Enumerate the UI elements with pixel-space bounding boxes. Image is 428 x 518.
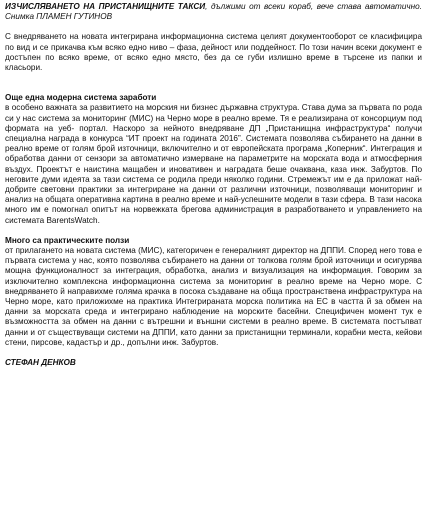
caption-rest: , дължими от всеки кораб, вече става автоматично. Снимка ПЛАМЕН ГУТИНОВ [5,2,422,22]
section-heading-benefits: Много са практическите ползи [5,235,130,245]
section-body-benefits: от прилагането на новата система (МИС), категоричен е генералният директор на ДППИ. Според него това е първата система у нас, която позволява събирането на данни от толкова голям брой източници и осигурява мощна функционалност за интеграция, обработка, анализ и визуализация на информация. Говорим за изключително комплексна информационна система за мониторинг в реално време на Черно море. С внедряването й направихме голяма крачка в посока създаване на обща пространствена инфраструктура на Черно море, като приложихме на практика Интегрираната морска политика на ЕС в частта й за обмен на данни за морската среда и интегрирано наблюдение на морските басейни. Специфичен момент тук е възможността за обмен на данни с вътрешни и външни системи в реално време. В системата постъпват данни и от съществуващи системи на ДППИ, като данни за пристанищни терминали, корабни места, кейови стени, пирсове, кадастър и др., допълни инж. Забуртов. [5,246,422,347]
spacer [5,22,422,32]
spacer [5,226,422,236]
section-body-system: в особено важната за развитието на морския ни бизнес държавна структура. Става дума за първата по рода си у нас система за мониторинг (МИС) на Черно море в реално време. Тя е реализирана от консорциум под формата на уеб- портал. Наскоро за нейното внедряване ДП „Пристанищна инфраструктура“ получи специална награда в конкурса “ИТ проект на годината 2016”. Системата позволява събирането на данни в реално време от голям брой източници, включително и от европейската програма „Коперник“. Интеграция и обработва данни от сензори за автоматично измерване на параметрите на морската вода и атмосферния въздух. Проектът е наистина мащабен и иновативен и наградата беше очаквана, каза инж. Забуртов. По неговите думи идеята за тази система се родила преди няколко години. Стремежът им е да приложат най-добрите световни практики за интегриране на данни от различни източници, позволяващи мониторинг и анализ на общата оперативна картина в реално време и най-успешните модели в тази сфера. В тази насока много им е помогнал опитът на норвежката брегова администрация в разработването и управлението на системата BarentsWatch. [5,103,422,225]
photo-caption [5,2,422,22]
spacer [5,348,422,358]
section-heading-system: Още една модерна система заработи [5,93,157,103]
author-byline: СТЕФАН ДЕНКОВ [5,358,76,368]
intro-paragraph: С внедряването на новата интегрирана информационна система целият документооборот се класифицира по вид и се прикачва към всяко едно ниво – фаза, дейност или поддейност. По този начин всеки документ е достъпен по всяко време, от всяко едно място, без да се губи излишно време в търсене из папки и класьори. [5,32,422,73]
spacer [5,73,422,93]
caption-bold: ИЗЧИСЛЯВАНЕТО НА ПРИСТАНИЩНИТЕ ТАКСИ [5,2,206,11]
